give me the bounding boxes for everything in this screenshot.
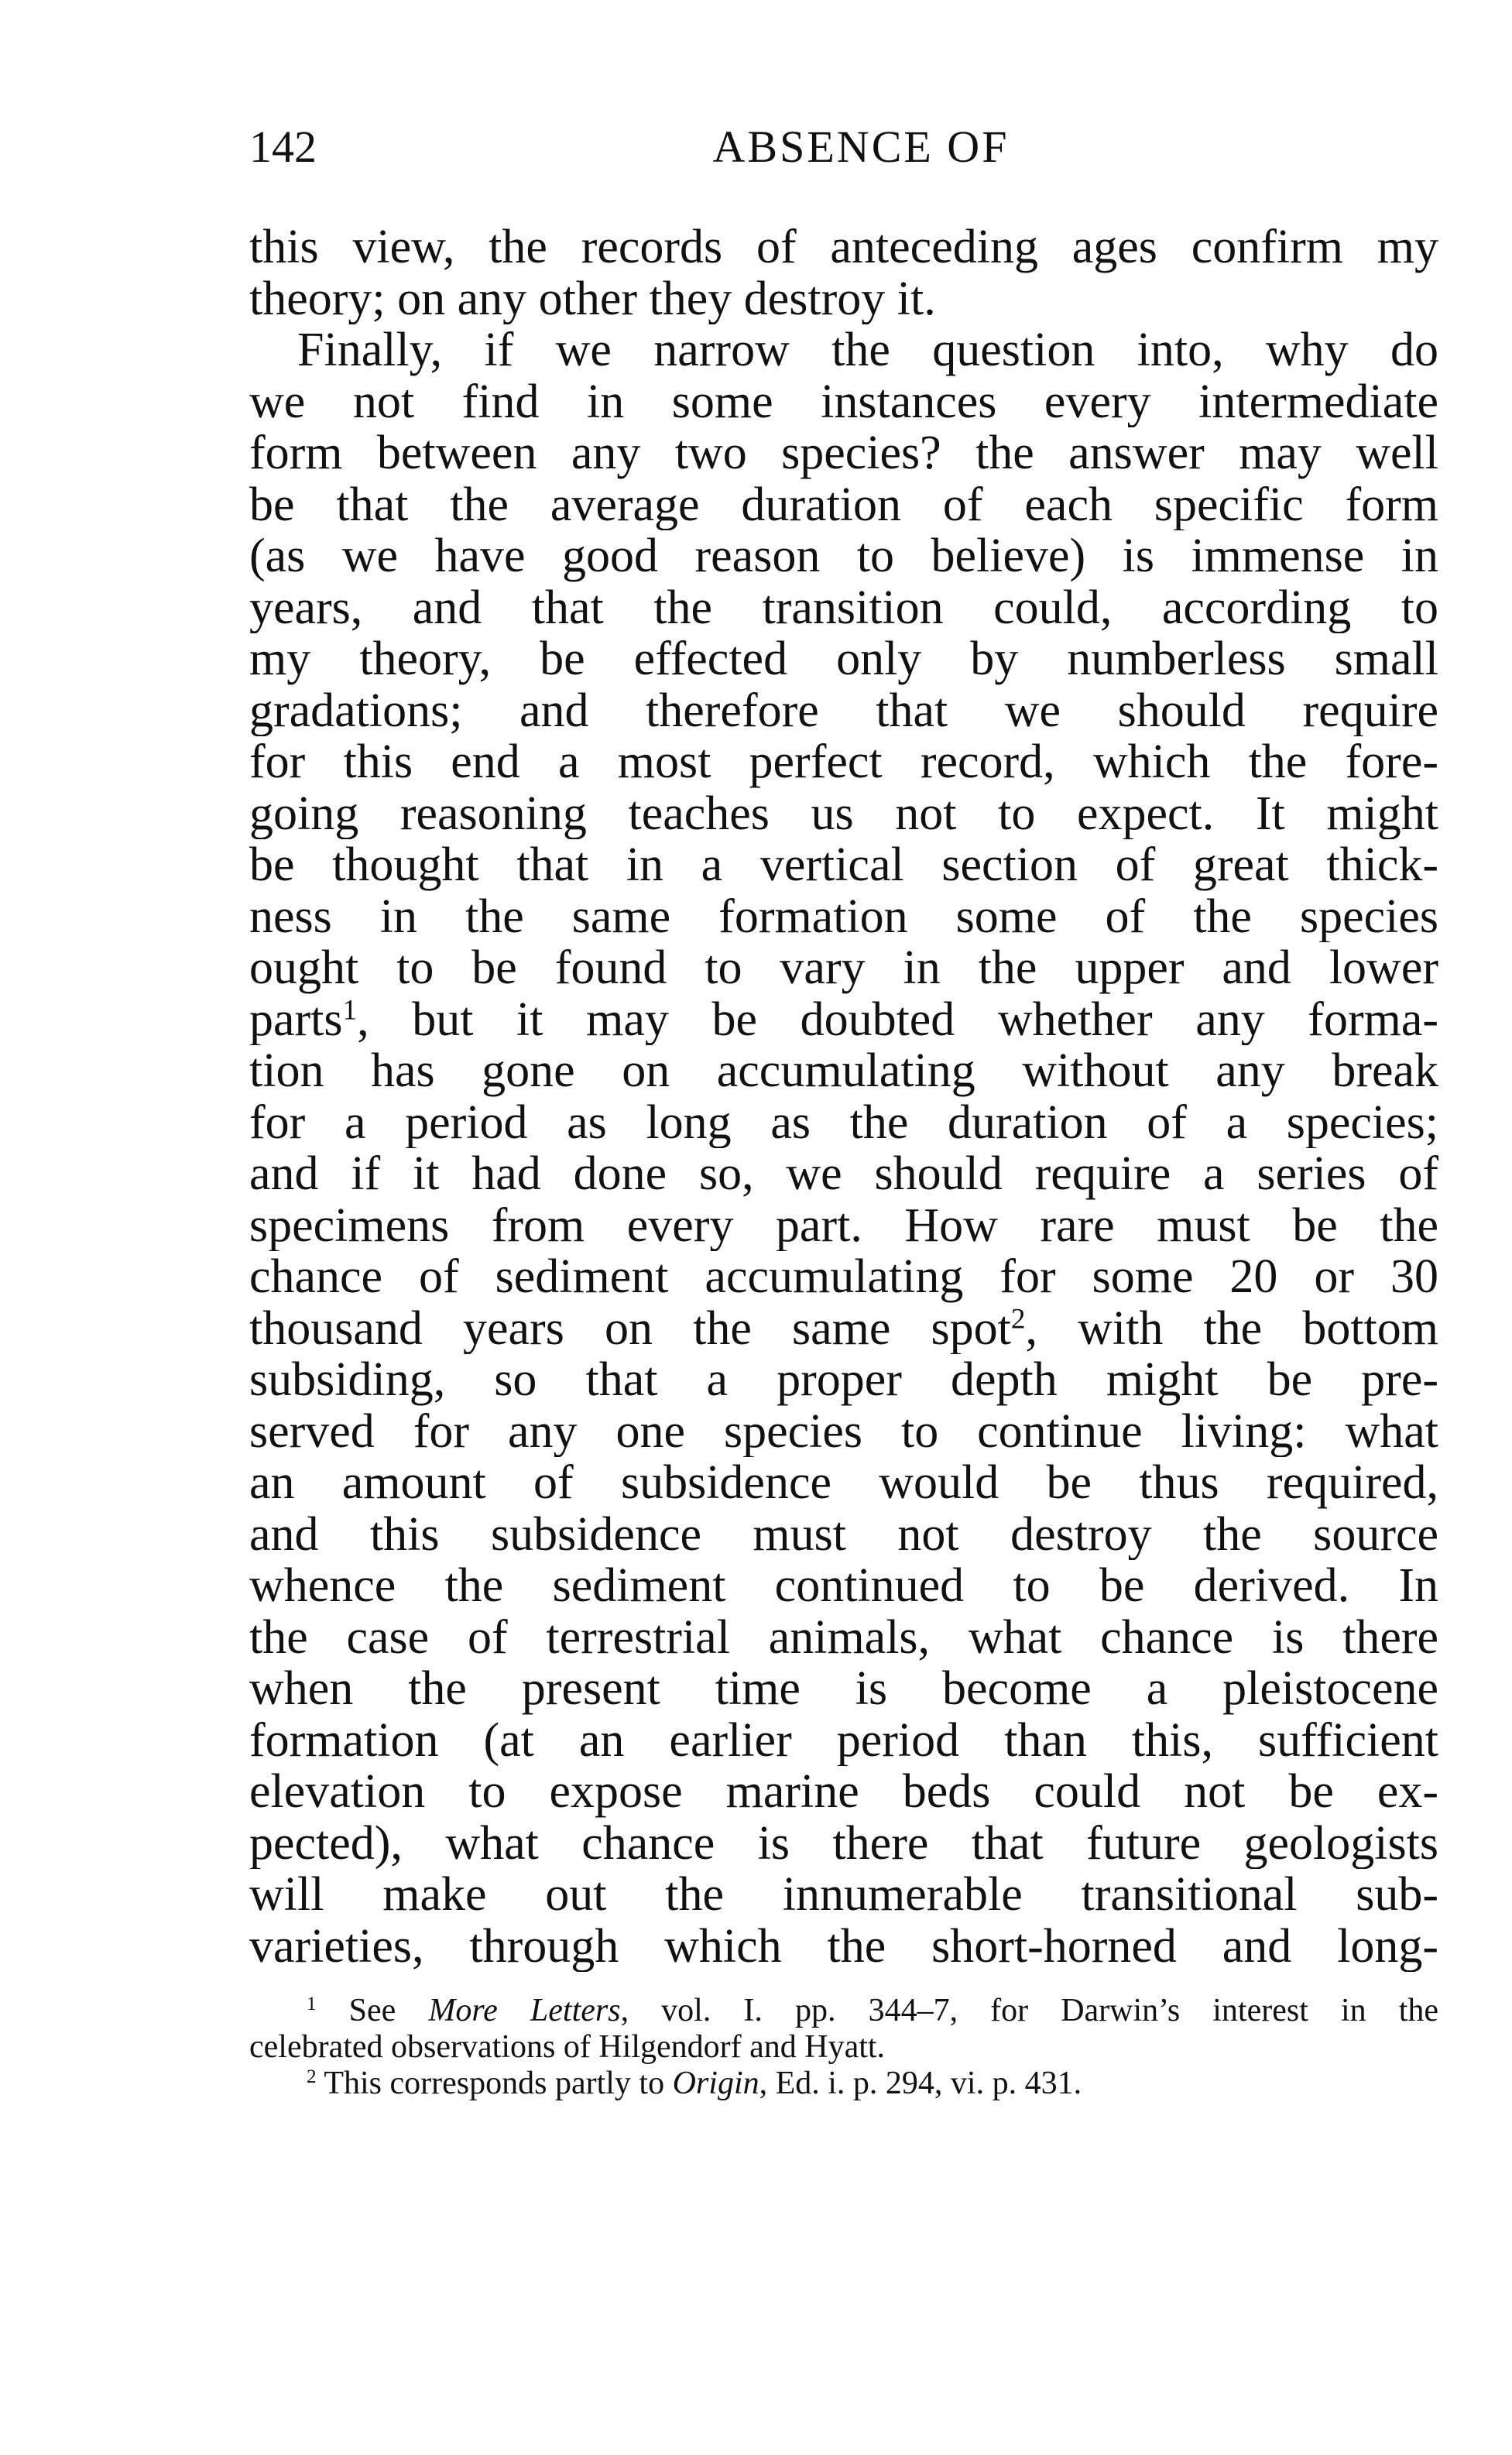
text-segment: , with the bottom: [1025, 1302, 1438, 1354]
running-head: [249, 116, 1442, 178]
footnote-ref-1[interactable]: 1: [342, 994, 358, 1027]
text-line: whence the sediment continued to be derived. In: [249, 1560, 1438, 1612]
text-line-with-footnote-ref: [249, 994, 1438, 1046]
text-line: varieties, through which the short-horned and long-: [249, 1920, 1438, 1972]
footnote-text: pp. 344–7, for Darwin’s interest in the: [762, 1993, 1438, 2028]
text-line: we not find in some instances every intermediate: [249, 375, 1438, 427]
footnotes: [249, 1993, 1438, 2102]
text-line: and if it had done so, we should require a series of: [249, 1148, 1438, 1200]
text-line: for a period as long as the duration of a species;: [249, 1096, 1438, 1148]
footnote-marker-1: 1: [307, 1994, 317, 2015]
footnote-text: This corresponds partly to: [324, 2066, 673, 2101]
footnote-citation: More Letters: [428, 1993, 621, 2028]
text-line: ought to be found to vary in the upper and lower: [249, 942, 1438, 994]
text-line: my theory, be effected only by numberless small: [249, 633, 1438, 685]
text-line: elevation to expose marine beds could not be ex-: [249, 1766, 1438, 1818]
footnote-1-continued: celebrated observations of Hilgendorf and Hyatt.: [249, 2029, 886, 2065]
text-line: formation (at an earlier period than this, sufficient: [249, 1714, 1438, 1766]
body-text: [249, 221, 1438, 1972]
text-line: specimens from every part. How rare must be the: [249, 1199, 1438, 1251]
text-line: served for any one species to continue living: what: [249, 1405, 1438, 1457]
text-segment: thousand years on the same spot: [249, 1302, 1011, 1354]
text-line: subsiding, so that a proper depth might be pre-: [249, 1354, 1438, 1406]
text-line: tion has gone on accumulating without any break: [249, 1045, 1438, 1097]
text-line: pected), what chance is there that future geologists: [249, 1817, 1438, 1869]
text-line: and this subsidence must not destroy the source: [249, 1508, 1438, 1560]
text-line: when the present time is become a pleistocene: [249, 1663, 1438, 1715]
footnote-citation: Origin: [672, 2066, 759, 2101]
text-line: Finally, if we narrow the question into, why do: [297, 324, 1438, 376]
text-segment: parts: [249, 993, 343, 1045]
text-line: ness in the same formation some of the species: [249, 890, 1438, 942]
text-line: going reasoning teaches us not to expect. It might: [249, 787, 1438, 839]
text-line: the case of terrestrial animals, what chance is there: [249, 1611, 1438, 1663]
footnote-volume: I.: [743, 1993, 763, 2028]
footnote-1: [249, 1993, 1438, 2029]
text-line: chance of sediment accumulating for some 20 or 30: [249, 1251, 1438, 1303]
text-line: (as we have good reason to believe) is immense in: [249, 530, 1438, 582]
footnote-text: See: [348, 1993, 429, 2028]
running-title: ABSENCE OF: [712, 122, 1010, 172]
text-line: be thought that in a vertical section of great thick-: [249, 839, 1438, 891]
text-line: an amount of subsidence would be thus required,: [249, 1457, 1438, 1509]
text-line-with-footnote-ref: [249, 1303, 1438, 1355]
footnote-marker-2: 2: [307, 2066, 317, 2088]
footnote-text: , Ed. i. p. 294, vi. p. 431.: [759, 2066, 1082, 2101]
text-line: gradations; and therefore that we should require: [249, 684, 1438, 736]
text-segment: , but it may be doubted whether any forma-: [357, 993, 1438, 1045]
text-line: for this end a most perfect record, which the fore-: [249, 736, 1438, 788]
footnote-ref-2[interactable]: 2: [1010, 1303, 1026, 1336]
text-line: this view, the records of anteceding ages confirm my: [249, 221, 1438, 273]
footnote-2: [249, 2066, 1438, 2102]
text-line: years, and that the transition could, according to: [249, 581, 1438, 633]
page-number: 142: [249, 122, 317, 172]
text-line: theory; on any other they destroy it.: [249, 273, 936, 324]
text-line: form between any two species? the answer may well: [249, 427, 1438, 479]
text-line: be that the average duration of each specific form: [249, 478, 1438, 530]
text-line: will make out the innumerable transitional sub-: [249, 1869, 1438, 1921]
footnote-text: , vol.: [620, 1993, 744, 2028]
